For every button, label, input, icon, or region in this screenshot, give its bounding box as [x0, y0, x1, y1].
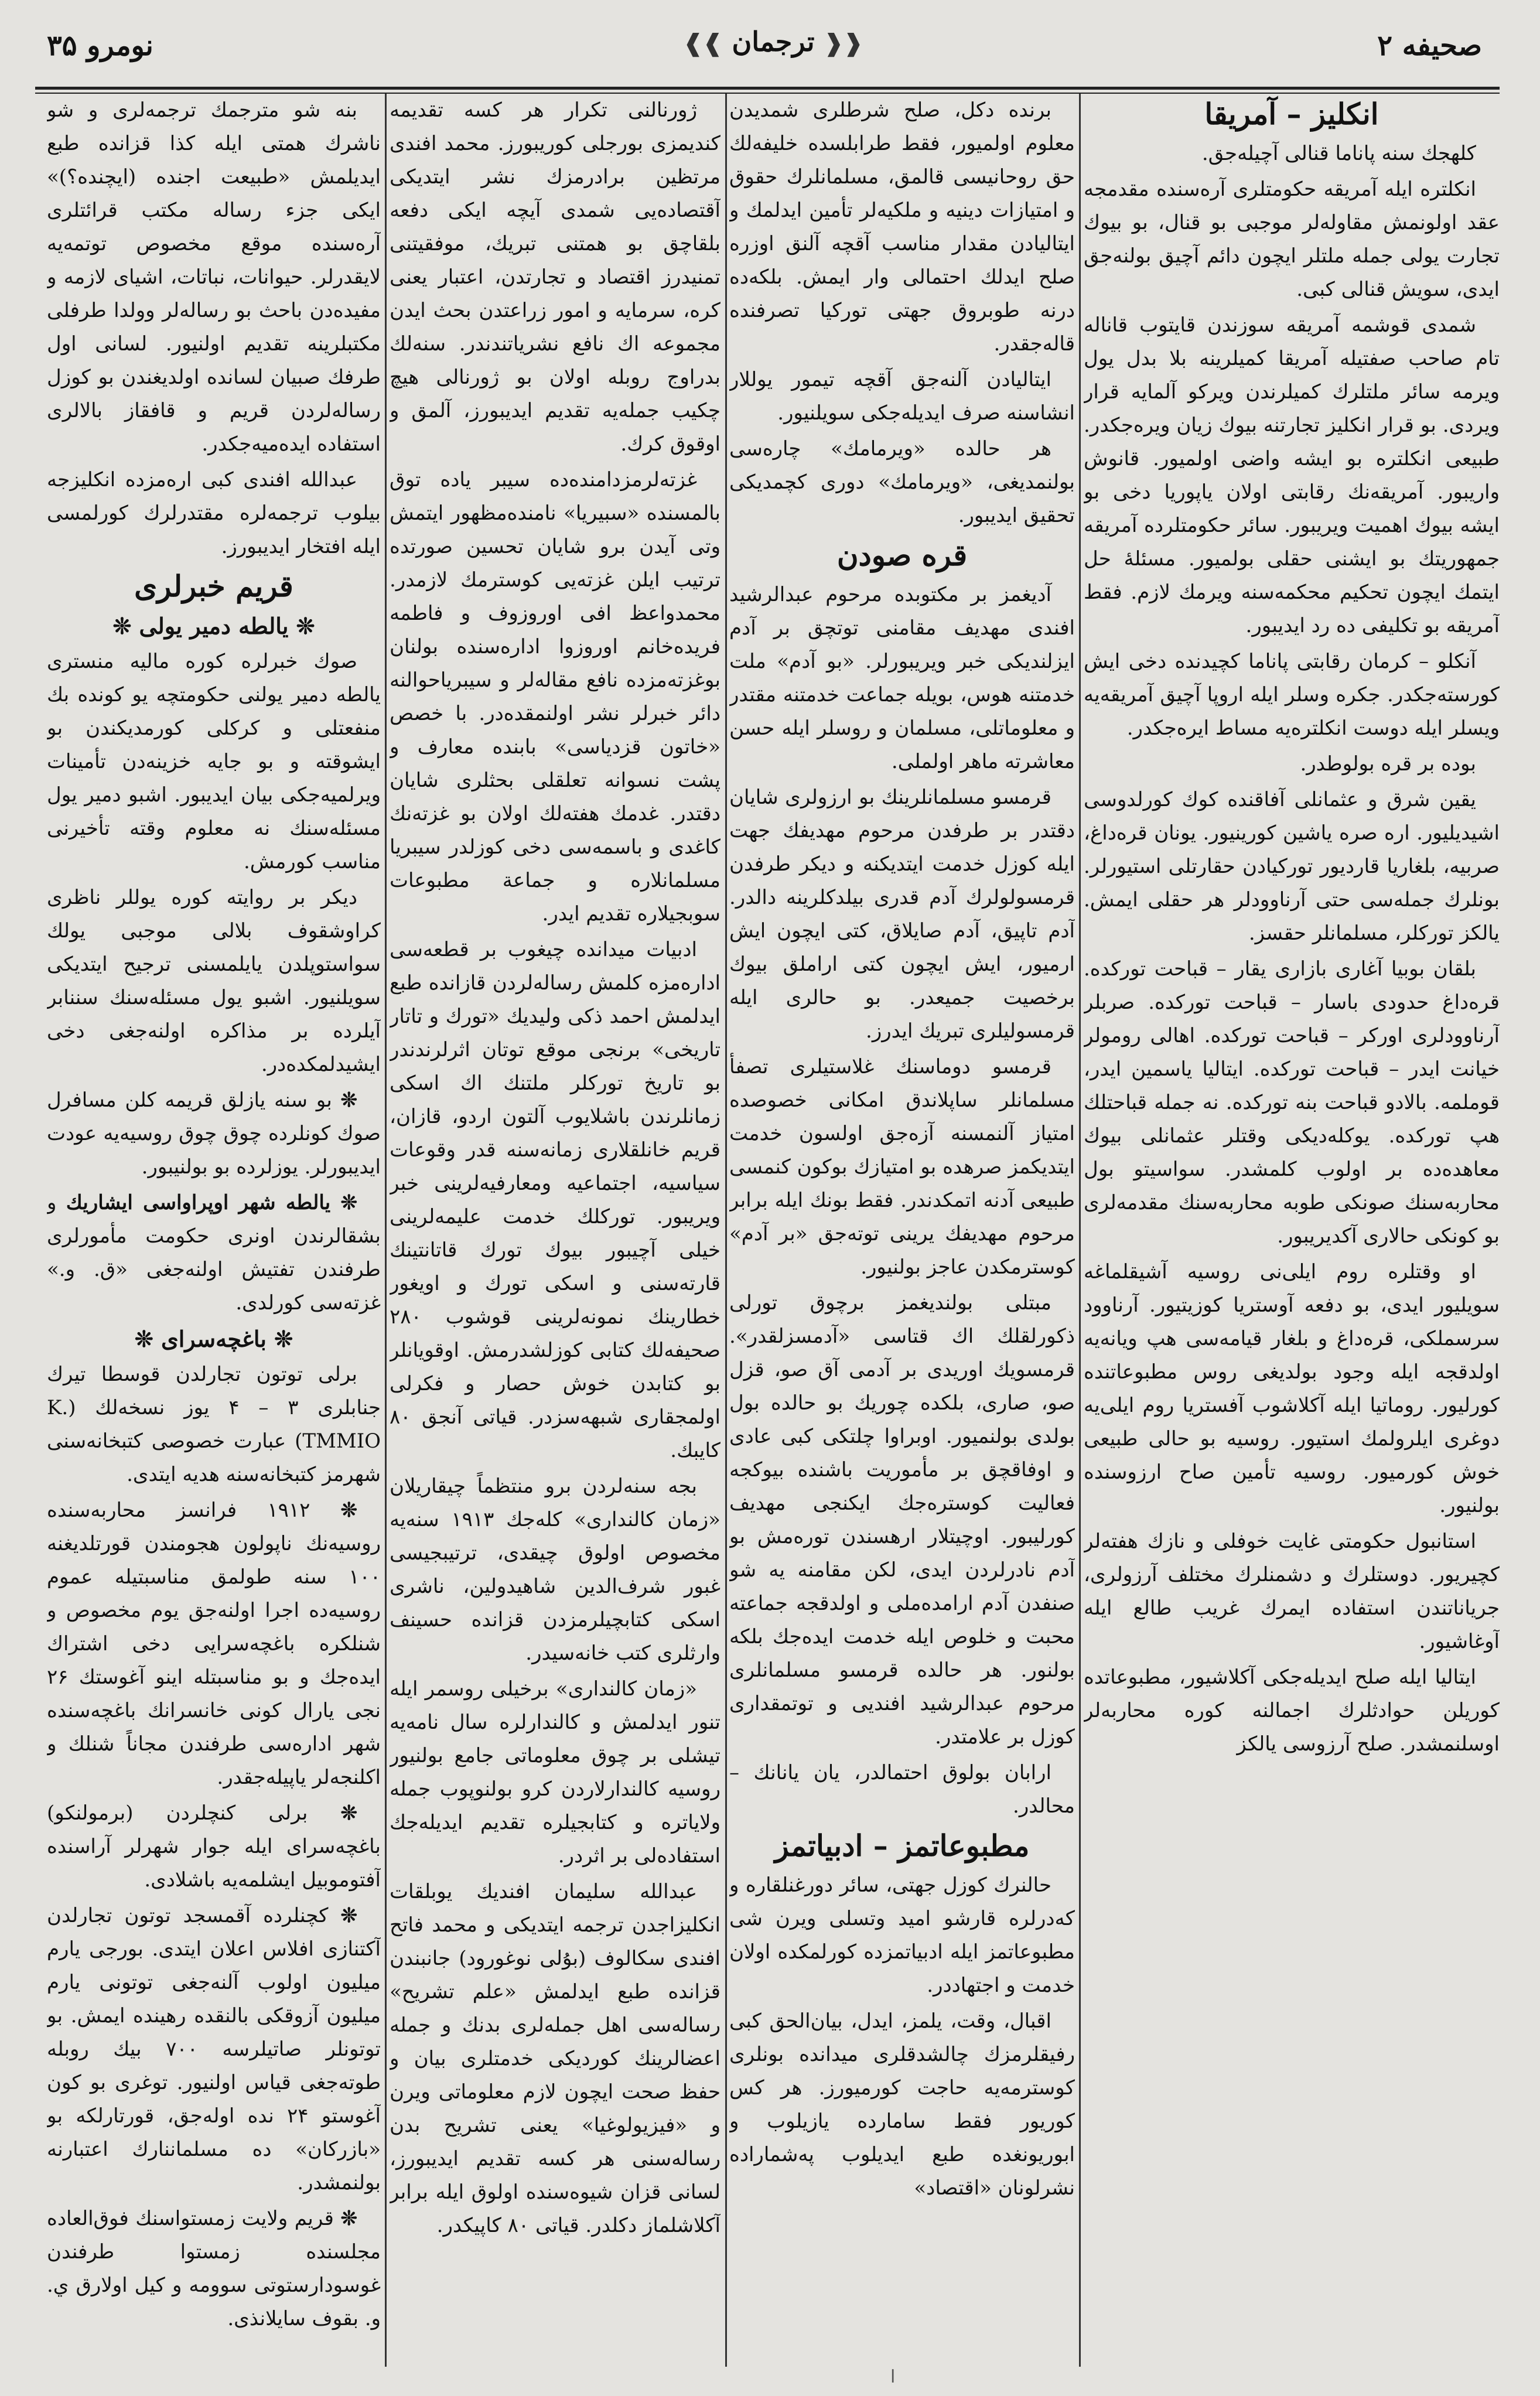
news-heading: ❊ يالطه دمير يولى ❊	[112, 613, 315, 639]
paragraph: ژورنالنى تكرار هر كسه تقديمه كنديمزى بورجلى كوريبورز. محمد افندى مرتظين برادرمزك نشر ايتديكى آقتصاده‌يى شمدى آيچه ايكى دفعه بلقاچق بو همتنى تبريك، موفقيتنى تمنيدرز اقتصاد و تجارتدن، اعتبار يعنى كره، سرمايه و امور زراعتدن بحث ايدن مجموعه اك نافع نشرياتندندر. سنه‌لك بدراوج روبله اولان بو ژورنالى هيچ چكيب جمله‌يه تقديم ايديبورز، آلمق و اوقوق كرك.	[390, 98, 721, 456]
footer-mark: ا	[890, 2367, 896, 2387]
article-title: انكليز – آمريقا	[1204, 97, 1379, 131]
paragraph: يقين شرق و عثمانلى آفاقنده كوك كورلدوسى اشيديليور. اره صره ياشين كورينيور. يونان قره‌داغ، صربيه، بلغاريا قارديور توركيادن حقارتلى استيورلر. بونلرك جمله‌سى حتى آرناوودلر هر حقلى ايمش. يالكز توركلر، مسلمانلر حقسز.	[1084, 788, 1500, 945]
news-heading: ❊ يالطه شهر اوپراواسى ايشاريك	[66, 1191, 357, 1214]
paragraph: او وقتلره روم ايلى‌نى روسيه آشيقلماغه سويليور ايدى، بو دفعه آوستريا كوزيتيور. آرناوود سرسملكى، قره‌داغ و بلغار قيامه‌سى هپ ويانه‌يه اولدقجه ايله وجود بولديغى روس مطبوعاتنده كورليور. روماتيا ايله آكلاشوب آفستريا روم ايلى‌يه دوغرى ايلرولمك استيور. روسيه بو حالى طبيعى خوش كورميور. روسيه تأمين صاح ارزوسنده بولنيور.	[1084, 1260, 1500, 1517]
paragraph: آديغمز بر مكتوبده مرحوم عبدالرشيد افندى مهديف مقامنى توتچق بر آدم ايزلنديكى خبر ويريبورلر. «بو آدم» ملت خدمتنه هوس، بويله جماعت خدمتنه مقتدر و معلوماتلى، مسلمان و روسلر ايله حسن معاشرته ماهر اولملى.	[729, 583, 1075, 773]
news-heading: ❊ باغچه‌سراى ❊	[134, 1326, 293, 1352]
column-second	[729, 94, 1075, 2367]
news-text: كچنلرده آقمسجد توتون تجارلدن آكتنازى افلاس اعلان ايتدى. بورجى يارم ميليون اولوب آلنه‌جغى توتونى يارم ميليون آزوقكى بالنقده رهينده ايمش. بو توتونلر صاتيلرسه ۷۰۰ بيك روبله طوته‌جغى قياس اولنيور. توغرى بو كون آغوستو ۲۴ نده اوله‌جق، قورتارلكه بو «بازركان» ده مسلماننارك اعتبارنه بولنمشدر.	[47, 1904, 381, 2194]
news-item	[47, 1494, 381, 1794]
paper-name-banner	[679, 26, 867, 73]
paragraph: ايتاليا ايله صلح ايديله‌جكى آكلاشيور، مطبوعاتده كوريلن حوادثلرك اجمالنه كوره محاربه‌لر اوسلنمشدر. صلح آرزوسى يالكز	[1084, 1665, 1500, 1756]
paragraph: كلهجك سنه پاناما قنالى آچيله‌جق.	[1201, 142, 1476, 165]
paragraph: حالنرك كوزل جهتى، سائر دورغنلقارە و كەدرلرە قارشو اميد وتسلى ويرن شى مطبوعاتمز ايله ادبياتمزده كورلمكده اولان خدمت و اجتهاددر.	[729, 1873, 1075, 1997]
paragraph: اقبال، وقت، يلمز، ايدل، بيان‌الحق كبى رفيقلرمزك چالشدقلرى ميدانده بونلرى كوسترمه‌يه حاجت كورميورز. هر كس كوريور فقط سامارده يازيلوب و ابوريونغده طبع ايديلوب پەشماراده نشرلونان «اقتصاد»	[729, 2009, 1075, 2200]
column-third	[390, 94, 721, 2367]
paragraph: قرمسو مسلمانلرينك بو ارزولرى شايان دقتدر بر طرفدن مرحوم مهديفك جهت ايله كوزل خدمت ايتديكنه و ديكر طرفدن قرمسولولرك آدم قدرى بيلدكلرينه دالدر. آدم تاپيق، آدم صايلاق، كتى ايچون ايش ارميور، ايش ايچون كتى اراملق بيوك برخصيت جميعدر. بو حالرى ايله قرمسوليلرى تبريك ايدرز.	[729, 786, 1075, 1043]
paragraph: انكلتره ايله آمريقه حكومتلرى آره‌سنده مقدمجه عقد اولونمش مقاوله‌لر موجبى بو قنال، بو بيوك تجارت يولى جمله ملتلر ايچون دائم آچيق بولنه‌جق ايدى، سويش قنالى كبى.	[1084, 178, 1500, 301]
news-item: ديكر بر روايته كوره يوللر ناظرى كراوشقوف بلالى موجبى يولك سواستوپلدن يايلمسنى ترجيح ايتديكى سويلنيور. اشبو يول مسئله‌سنك سننابر آيلرده بر مذاكره اولنه‌جغى دخى ايشيدلمكده‌در.	[47, 886, 381, 1076]
paragraph: بلقان بوبيا آغارى بازارى يقار – قباحت توركده. قره‌داغ حدودى باسار – قباحت توركده. صربلر آرناوودلرى اوركر – قباحت توركده. اهالى رومولر خيانت ايدر – قباحت توركده. ايتاليا ياسمين ايدر، قوملمه. بالادو قباحت بنه توركده. نه جمله قباحتلك هپ توركده. يوكله‌ديكى وقتلر عثمانلى بيوك معاهده‌ده بر اولوب كلمشدر. سواسيتو بول محاربه‌سنك صونكى طوبه محاربه‌سنك مقدمه‌لرى بو كونكى حالارى آكديريبور.	[1084, 957, 1500, 1248]
news-item	[47, 2202, 381, 2336]
bullet-star-icon: ❊	[340, 1904, 358, 1927]
news-text: برلى كنچلردن (برمولنكو) باغچه‌سراى ايله جوار شهرلر آراسنده آفتوموبيل ايشلمه‌يه باشلادى.	[47, 1801, 381, 1892]
news-item	[47, 1899, 381, 2200]
news-text: قريم ولايت زمستواسنك فوق‌العاده مجلسنده زمستوا طرفندن غوسودارستوتى سوومه و كيل اولارق ي. و. بقوف سايلانذى.	[47, 2207, 381, 2330]
column-divider	[725, 94, 727, 2367]
column-divider	[1079, 94, 1081, 2367]
paragraph: ادبيات ميدانده چيغوب بر قطعەسى اداره‌مزه كلمش رساله‌لردن قازانده طبع ايدلمش احمد ذكى وليديك «تورك و تاتار تاريخى» برنجى موقع توتان اثرلرندندر بو تاريخ توركلر ملتنك اك اسكى زمانلرندن باشلايوب آلتون اردو، قازان، قريم خانلقلارى زمانەسنه قدر وقوعات سياسيه، اجتماعيه ومعارفيه‌لرينى خبر ويريبور. توركلك خدمت عليمه‌لرينى خيلى آچيبور بيوك تورك قاتانتينك قارتەسنى و اسكى تورك و اويغور خطارينك نمونه‌لرينى قوشوب ۲۸۰ صحيفەلك كتابى كوزلشدرمش. اوقويانلر بو كتابدن خوش حصار و فكرلى اولمجقارى شبهەسزدر. قياتى آنجق ۸۰ كايبك.	[390, 938, 721, 1462]
paragraph: هر حالده «ويرمامك» چاره‌سى بولنمديغى، «ويرمامك» دورى كچمديكى تحقيق ايديبور.	[729, 437, 1075, 527]
news-text: بو سنه يازلق قريمه كلن مسافرل صوك كونلرده چوق چوق روسيه‌يه عودت ايديبورلر. يوزلرده بو بولنيبور.	[47, 1088, 381, 1179]
paragraph: عبدالله سليمان افنديك يوبلقات انكليزاجدن ترجمه ايتديكى و محمد فاتح افندى سكالوف (بۇلى نوغورود) جانبندن قزانده طبع ايدلمش «علم تشريح» رساله‌سى اهل جمله‌لرى بدنك و جمله اعضالرينك كورديكى خدمتلرى بيان و حفظ صحت ايچون لازم معلوماتى ويرن و «فيزيولوغيا» يعنى تشريح بدن رساله‌سنى هر كسه تقديم ايديبورز، لسانى قزان شيوه‌سنده اولوق ايله برابر آكلاشلماز دكلدر. قياتى ۸۰ كاپيكدر.	[390, 1880, 721, 2237]
paragraph: شمدى قوشمه آمريقه سوزندن قايتوب قاناله تام صاحب صفتيله آمريقا كميلرينه بلا بدل يول ويرمه سائر ملتلرك كميلرندن ويركو آلمايه قرار ويردى. بو قرار انكليز تجارتنه بيوك زيان ويره‌جكدر. طبيعى انكلتره بو ايشه واضى اولميور. قانوش واريبور. آمريقه‌نك رقابتى اولان ياپوريا دخى بو ايشه بيوك اهميت ويريبور. سائر حكومتلرده آمريقه جمهوريتك بو ايشنى حقلى بولميور. مسئلهٔ حل ايتمك ايچون تحكيم محكمه‌سنه ويرمك لازم. فقط آمريقه بو تكليفى ده رد ايديبور.	[1084, 313, 1500, 637]
news-text: ۱۹۱۲ فرانسز محاربه‌سنده روسيه‌نك ناپولون هجومندن قورتلديغنه ۱۰۰ سنه طولمق مناسبتيله عموم روسيه‌ده اجرا اولنه‌جق يوم مخصوص و شنلكره باغچه‌سرايى دخى اشتراك ايده‌جك و بو مناسبتله اينو آغوستك ۲۶ نجى يارال كونى خانسرانك باغچه‌سنده شهر اداره‌سى طرفندن مجاناً شنلك و اكلنجه‌لر ياپيله‌جقدر.	[47, 1499, 381, 1789]
news-item: برلى توتون تجارلدن قوسطا تيرك جنابلرى ۳ – ۴ يوز نسخەلك (K. TMMIO) عبارت خصوصى كتبخانه‌سنى شهرمز كتبخانه‌سنه هديه ايتدى.	[47, 1363, 381, 1486]
paragraph: عبدالله افندى كبى ارەمزده انكليزجه بيلوب ترجمه‌لره مقتدرلرك كورلمسى ايله افتخار ايديبورز.	[47, 468, 381, 558]
page-header	[35, 18, 1500, 105]
column-divider	[385, 94, 387, 2367]
paragraph: بجه سنه‌لردن برو منتظماً چيقاريلان «زمان كالندارى» كلەجك ۱۹۱۳ سنه‌يه مخصوص اولوق چيقدى، ترتيبجيسى غبور شرف‌الدين شاهيدولين، ناشرى اسكى كتابچيلرمزدن قزانده حسينف وارثلرى كتب خانه‌سيدر.	[390, 1475, 721, 1665]
news-item	[47, 1186, 381, 1320]
news-item	[47, 1084, 381, 1184]
paragraph: مبتلى بولنديغمز برچوق تورلى ذكورلقلك اك قتاسى «آدمسزلقدر». قرمسويك اوريدى بر آدمى آق صو، قزل صو، صارى، بلكده چوريك بو حالده بول بولدى بولنميور. اوبراوا چلتكى كبى عادى و اوفاقچق بر مأموريت باشنده بيوكجه فعاليت كوستره‌جك ايكنجى مهديف كورليبور. اوچيتلار ارهسندن تورەمش بو آدم نادرلردن ايدى، لكن مقامنه يه شو صنفدن آدم ارامدەملى و اولدقجه جماعته محبت و خلوص ايله خدمت ايده‌جك بلكه بولنور. هر حالده قرمسو مسلمانلرى مرحوم عبدالرشيد افنديى و توتمقدارى كوزل بر علامتدر.	[729, 1291, 1075, 1749]
news-text: و بشقالرندن اونرى حكومت مأمورلرى طرفندن تفتيش اولنه‌جغى «ق. و.» غزته‌سى كورلدى.	[47, 1191, 381, 1315]
section-title-karasu: قره صودن	[836, 538, 968, 572]
ornament-right-icon: ❱❱	[683, 29, 723, 57]
column-crimea-news	[47, 94, 381, 2367]
bullet-star-icon: ❊	[340, 1088, 357, 1112]
header-rule	[35, 87, 1500, 90]
paragraph: قرمسو دوماسنك غلاستيلرى تصفأ مسلمانلر ساپلاندق امكانى خصوصده امتياز آلنمسنه آزه‌جق اولسون خدمت ايتديكمز صرهده بو امتيازك بوكون كنمسى طبيعى آدنه اتمكدندر. فقط بونك ايله برابر مرحوم مهديفك يرينى توته‌جق «بر آدم» كوسترمكدن عاجز بولنيور.	[729, 1055, 1075, 1279]
paper-name: ترجمان	[732, 26, 815, 57]
section-title-crimea-news: قريم خبرلرى	[134, 569, 293, 603]
bullet-star-icon: ❊	[340, 1801, 358, 1825]
paragraph: ايتاليادن آلنه‌جق آقچه تيمور يوللار انشاسنه صرف ايديله‌جكى سويلنيور.	[729, 368, 1075, 425]
news-item: صوك خبرلره كوره ماليه منسترى يالطه دمير يولنى حكومتچه يو كونده بك منفعتلى و كركلى كورمديكندن بو ايشوقته و بو جايه خزينه‌دن تأمينات ويرلميه‌جكى بيان ايديبور. اشبو دمير يول مسئله‌سنك نه معلوم وقته تأخيرنى مناسب كورمش.	[47, 650, 381, 873]
ornament-left-icon: ❰❰	[824, 29, 863, 57]
issue-number: نومرو ۳۵	[47, 29, 153, 62]
bullet-star-icon: ❊	[340, 1499, 357, 1522]
section-title-press-literature: مطبوعاتمز – ادبياتمز	[774, 1828, 1030, 1863]
paragraph: ارابان بولوق احتمالدر، يان يانانك – محالدر.	[729, 1761, 1075, 1818]
news-item	[47, 1797, 381, 1897]
paragraph: بنه شو مترجمك ترجمه‌لرى و شو ناشرك همتى ايله كذا قزانده طبع ايديلمش «طبيعت اجنده (ايچنده؟)» ايكى جزء رساله مكتب قرائتلرى آرەسنده موقع مخصوص توتمه‌يه لايقدرلر. حيوانات، نباتات، اشياى لازمه و مفيده‌دن باحث بو رساله‌لر وولدا طرفلى مكتبلرينه تقديم اولنيور. لسانى اول طرفك صبيان لسانده اولديغندن بو كوزل رساله‌لردن قريم و قافقاز بالالرى استفاده ايده‌ميه‌جكدر.	[47, 98, 381, 456]
paragraph: «زمان كالندارى» برخيلى روسمر ايله تنور ايدلمش و كالندارلره سال نامه‌يه تيشلى بر چوق معلوماتى جامع بولنيور روسيه كالندارلاردن كرو بولنوپوب جمله ولاياتره و كتابجيلره تقديم ايديله‌جك استفاده‌لى بر اثردر.	[390, 1677, 721, 1868]
page-number-label: صحيفه ۲	[1377, 29, 1482, 62]
column-england-america	[1084, 94, 1500, 2367]
paragraph: بوده بر قره بولوطدر.	[1300, 752, 1476, 776]
bullet-star-icon: ❊	[340, 2207, 357, 2230]
paragraph: استانبول حكومتى غايت خوفلى و نازك هفته‌لر كچيريور. دوستلرك و دشمنلرك مختلف آرزولرى، جرياناتندن استفاده ايمرك غريب طالع ايله آوغاشيور.	[1084, 1530, 1500, 1653]
paragraph: آنكلو – كرمان رقابتى پاناما كچيدنده دخى ايش كورسته‌جكدر. جكره وسلر ايله اروپا آچيق آمريقه‌يه ويسلر ايله دوست انكلتره‌يه مساط ايره‌جكدر.	[1084, 650, 1500, 740]
paragraph: غزته‌لرمزدامنده‌ده سيبر ياده توق بالمسنده «سبيريا» نامنده‌مظهور ايتمش وتى آيدن برو شايان تحسين صورتده ترتيب ايلن غزته‌يى كوسترمك لازمدر. محمدواعظ افى اوروزوف و فاطمه فريده‌خانم اوروزوا ادارەسنده بولنان بوغزته‌مزده نافع مقالەلر و سيبرياحوالنه دائر خبرلر نشر اولنمقده‌در. با خصص «خاتون قزدياسى» بابنده معارف و پشت نسوانه تعلقلى بحثلرى شايان دقتدر. غدمك هفته‌لك اولان بو غزته‌نك كاغدى و باسمەسى دخى كوزلدر سيبريا مسلمانلارە و جماعة مطبوعات سوبجيلاره تقديم ايدر.	[390, 468, 721, 926]
paragraph: برنده دكل، صلح شرطلرى شمديدن معلوم اولميور، فقط طرابلسده خليفه‌لك حق روحانيسى قالمق، مسلمانلرك حقوق و امتيازات دينيه و ملكيه‌لر تأمين ايدلمك و ايتاليادن مقدار مناسب آقچه آلنق اوزره صلح ايدلك احتمالى وار ايمش. بلكه‌ده درنه طوبروق جهتى توركيا تصرفنده قاله‌جقدر.	[729, 98, 1075, 356]
